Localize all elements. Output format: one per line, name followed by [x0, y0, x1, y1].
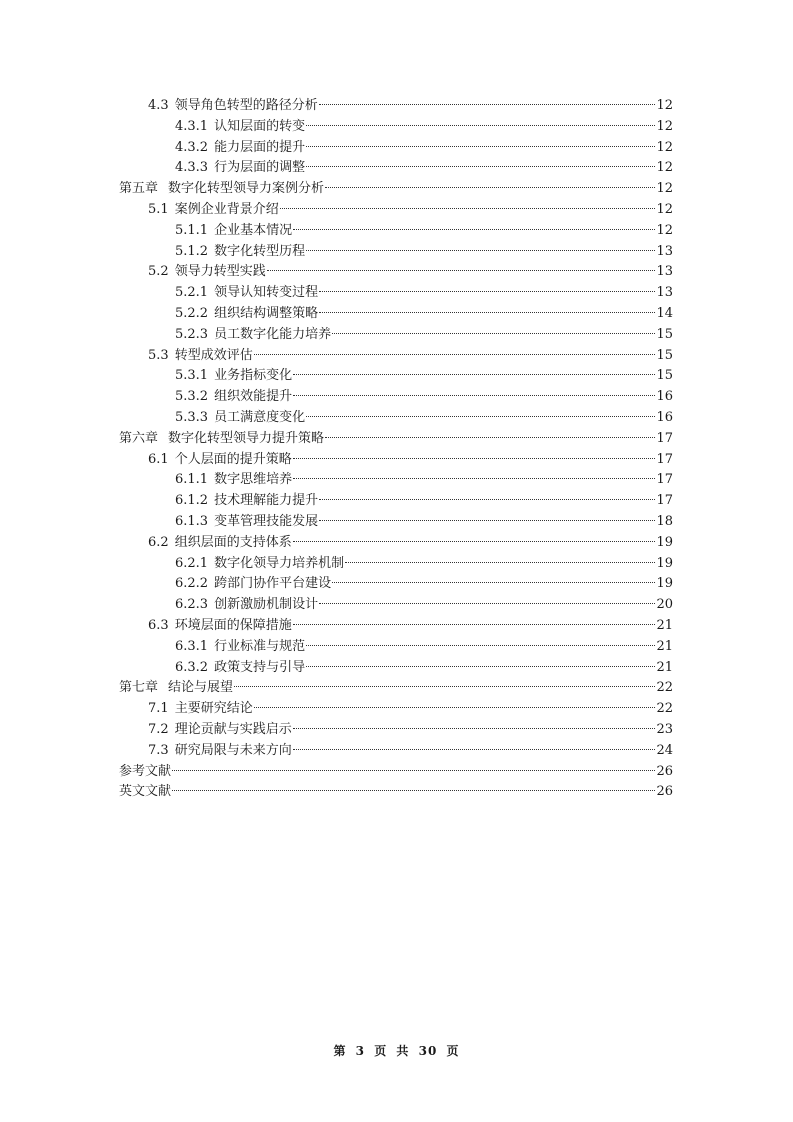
toc-entry-number: 6.2.1: [175, 555, 209, 571]
toc-dot-leader: [293, 229, 655, 230]
toc-entry-page: 13: [656, 285, 673, 301]
toc-entry-number: 7.1: [148, 701, 169, 717]
toc-entry-page: 13: [656, 243, 673, 259]
toc-dot-leader: [254, 707, 656, 708]
toc-entry-title: 参考文献: [119, 763, 172, 779]
toc-entry-title: 技术理解能力提升: [214, 493, 319, 509]
toc-entry-page: 12: [656, 222, 673, 238]
toc-entry-page: 12: [656, 181, 673, 197]
toc-entry[interactable]: [119, 699, 673, 720]
toc-entry-page: 12: [656, 201, 673, 217]
toc-entry-number: 第五章: [119, 181, 159, 197]
toc-entry-page: 23: [656, 721, 673, 737]
toc-entry[interactable]: [119, 616, 673, 637]
toc-entry-page: 12: [656, 160, 673, 176]
toc-entry[interactable]: [119, 346, 673, 367]
toc-entry[interactable]: [119, 574, 673, 595]
toc-entry[interactable]: [119, 512, 673, 533]
toc-entry[interactable]: [119, 283, 673, 304]
toc-entry-page: 21: [656, 638, 673, 654]
toc-dot-leader: [254, 354, 656, 355]
toc-entry-title: 数字化领导力培养机制: [214, 555, 345, 571]
toc-entry-number: 第六章: [119, 430, 159, 446]
toc-entry-page: 24: [656, 742, 673, 758]
page-footer: [0, 1042, 793, 1059]
toc-dot-leader: [306, 416, 655, 417]
toc-entry[interactable]: [119, 470, 673, 491]
toc-entry-number: 5.1: [148, 201, 169, 217]
toc-entry-number: 5.3.3: [175, 409, 209, 425]
toc-entry-title: 政策支持与引导: [214, 659, 306, 675]
toc-dot-leader: [172, 790, 655, 791]
toc-dot-leader: [332, 582, 655, 583]
toc-entry-number: 5.3.2: [175, 389, 209, 405]
toc-entry-title: 跨部门协作平台建设: [214, 576, 332, 592]
toc-entry-number: 5.2.2: [175, 305, 209, 321]
toc-dot-leader: [293, 728, 656, 729]
toc-entry[interactable]: [119, 637, 673, 658]
toc-entry[interactable]: [119, 158, 673, 179]
toc-entry-number: 第七章: [119, 680, 159, 696]
toc-entry-number: 6.2.2: [175, 576, 209, 592]
toc-entry-number: 6.1.2: [175, 493, 209, 509]
toc-entry[interactable]: [119, 741, 673, 762]
toc-entry-page: 19: [656, 555, 673, 571]
footer-total-pages: 30: [418, 1044, 438, 1058]
toc-dot-leader: [306, 666, 655, 667]
toc-entry[interactable]: [119, 387, 673, 408]
toc-dot-leader: [319, 520, 655, 521]
toc-entry-title: 数字思维培养: [214, 472, 293, 488]
toc-dot-leader: [172, 770, 655, 771]
toc-entry[interactable]: [119, 221, 673, 242]
toc-entry-title: 英文文献: [119, 784, 172, 800]
toc-entry-number: 4.3: [148, 98, 169, 113]
toc-dot-leader: [319, 499, 655, 500]
toc-dot-leader: [306, 125, 655, 126]
toc-entry-title: 个人层面的提升策略: [174, 451, 292, 467]
toc-entry-title: 领导力转型实践: [174, 264, 266, 280]
table-of-contents: [119, 96, 673, 803]
toc-entry-number: 6.1.1: [175, 472, 209, 488]
toc-dot-leader: [280, 208, 656, 209]
toc-entry-number: 4.3.3: [175, 160, 209, 176]
toc-entry[interactable]: [119, 117, 673, 138]
toc-entry-title: 员工满意度变化: [214, 409, 306, 425]
toc-entry-title: 认知层面的转变: [214, 118, 306, 134]
toc-entry-page: 12: [656, 139, 673, 155]
toc-entry-title: 案例企业背景介绍: [174, 201, 279, 217]
toc-entry-page: 21: [656, 659, 673, 675]
toc-entry-title: 数字化转型领导力提升策略: [168, 430, 325, 446]
toc-entry-page: 14: [656, 305, 673, 321]
toc-entry-page: 18: [656, 513, 673, 529]
toc-dot-leader: [319, 603, 655, 604]
toc-entry-title: 主要研究结论: [174, 701, 253, 717]
toc-dot-leader: [325, 187, 655, 188]
toc-entry-number: 5.3.1: [175, 368, 209, 384]
toc-entry-page: 17: [656, 493, 673, 509]
toc-entry[interactable]: [119, 595, 673, 616]
toc-entry[interactable]: [119, 782, 673, 803]
toc-dot-leader: [306, 146, 655, 147]
toc-entry-page: 21: [656, 617, 673, 633]
toc-entry-title: 变革管理技能发展: [214, 513, 319, 529]
toc-entry-title: 行为层面的调整: [214, 160, 306, 176]
toc-entry-number: 7.3: [148, 742, 169, 758]
toc-entry-title: 业务指标变化: [214, 368, 293, 384]
toc-entry-title: 数字化转型领导力案例分析: [168, 181, 325, 197]
footer-total-word: 共: [396, 1044, 410, 1058]
toc-entry-number: 5.1.2: [175, 243, 209, 259]
toc-dot-leader: [293, 749, 656, 750]
toc-dot-leader: [332, 333, 655, 334]
toc-entry-title: 员工数字化能力培养: [214, 326, 332, 342]
toc-dot-leader: [306, 166, 655, 167]
toc-dot-leader: [293, 395, 655, 396]
toc-entry-page: 15: [656, 326, 673, 342]
toc-entry-title: 研究局限与未来方向: [174, 742, 292, 758]
toc-entry[interactable]: [119, 450, 673, 471]
toc-entry[interactable]: [119, 720, 673, 741]
toc-entry-number: 6.1: [148, 451, 169, 467]
toc-entry-number: 6.3: [148, 617, 169, 633]
toc-entry-page: 12: [656, 98, 673, 113]
toc-entry[interactable]: [119, 366, 673, 387]
toc-entry-page: 19: [656, 534, 673, 550]
toc-entry-page: 15: [656, 347, 673, 363]
toc-entry[interactable]: [119, 179, 673, 200]
toc-dot-leader: [293, 458, 656, 459]
toc-entry-page: 22: [656, 680, 673, 696]
toc-entry-title: 企业基本情况: [214, 222, 293, 238]
toc-entry[interactable]: [119, 138, 673, 159]
toc-entry-title: 组织效能提升: [214, 389, 293, 405]
toc-entry-page: 26: [656, 784, 673, 800]
toc-entry-title: 领导认知转变过程: [214, 285, 319, 301]
toc-entry-title: 理论贡献与实践启示: [174, 721, 292, 737]
toc-entry-number: 5.2.3: [175, 326, 209, 342]
toc-entry-number: 6.3.2: [175, 659, 209, 675]
toc-entry[interactable]: [119, 242, 673, 263]
toc-entry-number: 6.2.3: [175, 597, 209, 613]
toc-entry[interactable]: [119, 408, 673, 429]
toc-entry-page: 22: [656, 701, 673, 717]
toc-entry-number: 5.2.1: [175, 285, 209, 301]
toc-entry-title: 领导角色转型的路径分析: [174, 98, 318, 113]
toc-dot-leader: [293, 478, 655, 479]
toc-entry[interactable]: [119, 533, 673, 554]
toc-dot-leader: [267, 270, 656, 271]
toc-dot-leader: [319, 104, 656, 105]
toc-entry-page: 19: [656, 576, 673, 592]
toc-entry-title: 创新激励机制设计: [214, 597, 319, 613]
toc-entry-number: 5.3: [148, 347, 169, 363]
toc-entry-title: 能力层面的提升: [214, 139, 306, 155]
toc-entry-title: 数字化转型历程: [214, 243, 306, 259]
footer-page-word: 页: [374, 1044, 388, 1058]
toc-entry-title: 组织结构调整策略: [214, 305, 319, 321]
toc-entry-page: 16: [656, 389, 673, 405]
toc-entry-number: 4.3.2: [175, 139, 209, 155]
toc-dot-leader: [293, 624, 656, 625]
toc-entry-page: 13: [656, 264, 673, 280]
toc-entry-number: 7.2: [148, 721, 169, 737]
toc-dot-leader: [293, 541, 656, 542]
toc-entry-title: 环境层面的保障措施: [174, 617, 292, 633]
toc-entry[interactable]: [119, 491, 673, 512]
toc-entry-number: 6.2: [148, 534, 169, 550]
toc-entry-number: 4.3.1: [175, 118, 209, 134]
toc-entry-page: 17: [656, 472, 673, 488]
toc-dot-leader: [325, 437, 655, 438]
toc-entry-page: 26: [656, 763, 673, 779]
toc-dot-leader: [345, 562, 655, 563]
toc-dot-leader: [306, 250, 655, 251]
toc-entry[interactable]: [119, 325, 673, 346]
toc-dot-leader: [234, 686, 655, 687]
toc-entry[interactable]: [119, 762, 673, 783]
toc-entry-title: 行业标准与规范: [214, 638, 306, 654]
toc-entry-page: 17: [656, 451, 673, 467]
toc-entry[interactable]: [119, 429, 673, 450]
toc-entry[interactable]: [119, 554, 673, 575]
toc-entry-number: 6.1.3: [175, 513, 209, 529]
toc-dot-leader: [293, 374, 655, 375]
toc-entry-title: 结论与展望: [168, 680, 234, 696]
toc-entry-title: 组织层面的支持体系: [174, 534, 292, 550]
footer-current-page: 3: [355, 1044, 366, 1058]
toc-entry[interactable]: [119, 304, 673, 325]
toc-entry-page: 15: [656, 368, 673, 384]
footer-suffix: 页: [446, 1044, 460, 1058]
toc-entry[interactable]: [119, 658, 673, 679]
toc-entry-page: 17: [656, 430, 673, 446]
toc-dot-leader: [319, 291, 655, 292]
toc-entry[interactable]: [119, 678, 673, 699]
toc-entry[interactable]: [119, 262, 673, 283]
toc-entry[interactable]: [119, 96, 673, 117]
toc-dot-leader: [319, 312, 655, 313]
toc-entry-page: 16: [656, 409, 673, 425]
toc-entry-number: 5.2: [148, 264, 169, 280]
toc-dot-leader: [306, 645, 655, 646]
toc-entry-page: 20: [656, 597, 673, 613]
toc-entry-title: 转型成效评估: [174, 347, 253, 363]
toc-entry-number: 5.1.1: [175, 222, 209, 238]
toc-entry-page: 12: [656, 118, 673, 134]
footer-prefix: 第: [333, 1044, 347, 1058]
toc-entry[interactable]: [119, 200, 673, 221]
toc-entry-number: 6.3.1: [175, 638, 209, 654]
